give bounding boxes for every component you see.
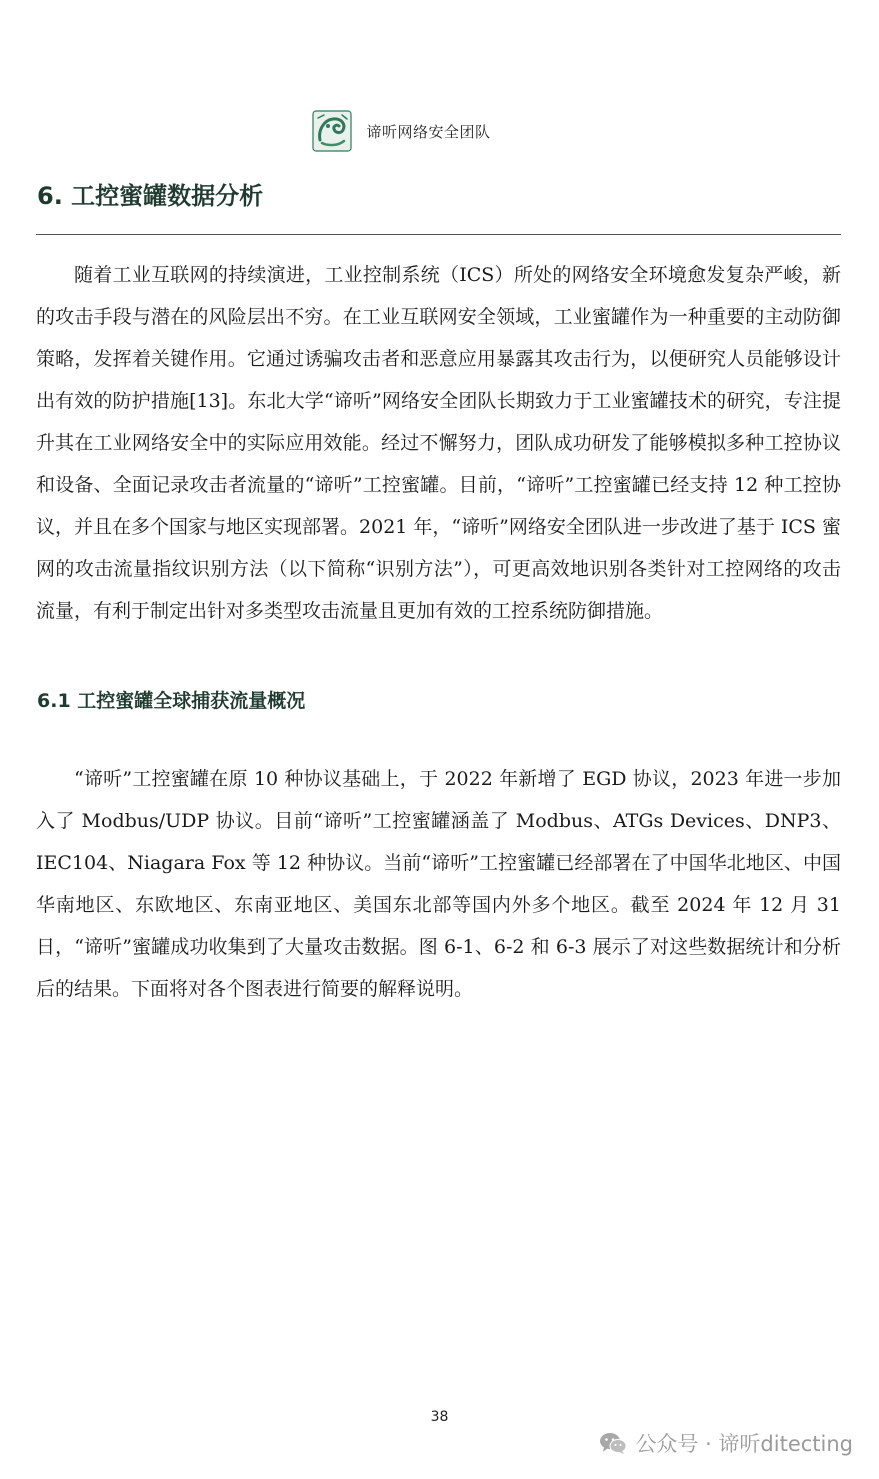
title-divider [36,234,841,235]
ditecting-logo-icon [312,110,352,152]
subsection-paragraph: “谛听”工控蜜罐在原 10 种协议基础上，于 2022 年新增了 EGD 协议，2023 年进一步加入了 Modbus/UDP 协议。目前“谛听”工控蜜罐涵盖了 Modbus、ATGs Devices、DNP3、IEC104、Niagara Fox 等 12 种协议。当前“谛听”工控蜜罐已经部署在了中国华北地区、中国华南地区、东欧地区、东南亚地区、美国东北部等国内外多个地区。截至 2024 年 12 月 31 日，“谛听”蜜罐成功收集到了大量攻击数据。图 6-1、6-2 和 6-3 展示了对这些数据统计和分析后的结果。下面将对各个图表进行简要的解释说明。 [36,768,841,1000]
page-header [0,108,879,154]
org-name: 谛听网络安全团队 [366,122,491,141]
section-title: 6. 工控蜜罐数据分析 [37,182,264,210]
wechat-icon [599,1431,627,1455]
watermark-text: 公众号 · 谛听ditecting [635,1432,853,1456]
section-intro-paragraph: 随着工业互联网的持续演进，工业控制系统（ICS）所处的网络安全环境愈发复杂严峻，新的攻击手段与潜在的风险层出不穷。在工业互联网安全领域，工业蜜罐作为一种重要的主动防御策略，发挥着关键作用。它通过诱骗攻击者和恶意应用暴露其攻击行为，以便研究人员能够设计出有效的防护措施[13]。东北大学“谛听”网络安全团队长期致力于工业蜜罐技术的研究，专注提升其在工业网络安全中的实际应用效能。经过不懈努力，团队成功研发了能够模拟多种工控协议和设备、全面记录攻击者流量的“谛听”工控蜜罐。目前，“谛听”工控蜜罐已经支持 12 种工控协议，并且在多个国家与地区实现部署。2021 年，“谛听”网络安全团队进一步改进了基于 ICS 蜜网的攻击流量指纹识别方法（以下简称“识别方法”），可更高效地识别各类针对工控网络的攻击流量，有利于制定出针对多类型攻击流量且更加有效的工控系统防御措施。 [36,264,841,622]
wechat-watermark [599,1428,853,1458]
subsection-title: 6.1 工控蜜罐全球捕获流量概况 [37,690,306,712]
page-number: 38 [430,1409,449,1425]
